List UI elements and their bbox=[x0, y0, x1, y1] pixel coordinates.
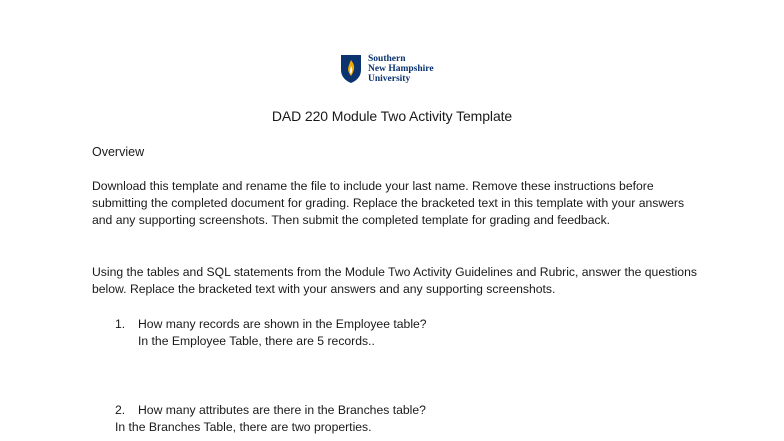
question-2-answer: In the Branches Table, there are two properties. bbox=[115, 420, 372, 434]
question-1-number: 1. bbox=[115, 317, 126, 331]
snhu-shield-icon bbox=[340, 54, 362, 84]
instructions-paragraph: Download this template and rename the file to include your last name. Remove these instructions before submitting the completed document for grading. Replace the bracketed text in this template with your answers and any supporting screenshots. Then submit the completed template for grading and feedback. bbox=[92, 179, 685, 228]
snhu-logo bbox=[340, 54, 434, 84]
question-1-text: How many records are shown in the Employee table? bbox=[138, 317, 427, 331]
guidelines-paragraph: Using the tables and SQL statements from the Module Two Activity Guidelines and Rubric, answer the questions below. Replace the bracketed text with your answers and any supporting screenshots. bbox=[92, 265, 697, 297]
question-1-answer: In the Employee Table, there are 5 records.. bbox=[138, 334, 375, 348]
document-title: DAD 220 Module Two Activity Template bbox=[271, 108, 513, 124]
question-2-number: 2. bbox=[115, 403, 126, 417]
question-2-text: How many attributes are there in the Branches table? bbox=[138, 403, 426, 417]
logo-line-3: University bbox=[368, 74, 411, 84]
logo-line-1: Southern bbox=[368, 54, 406, 64]
overview-heading: Overview bbox=[92, 145, 145, 159]
snhu-wordmark bbox=[368, 54, 434, 84]
logo-line-2: New Hampshire bbox=[368, 64, 434, 74]
